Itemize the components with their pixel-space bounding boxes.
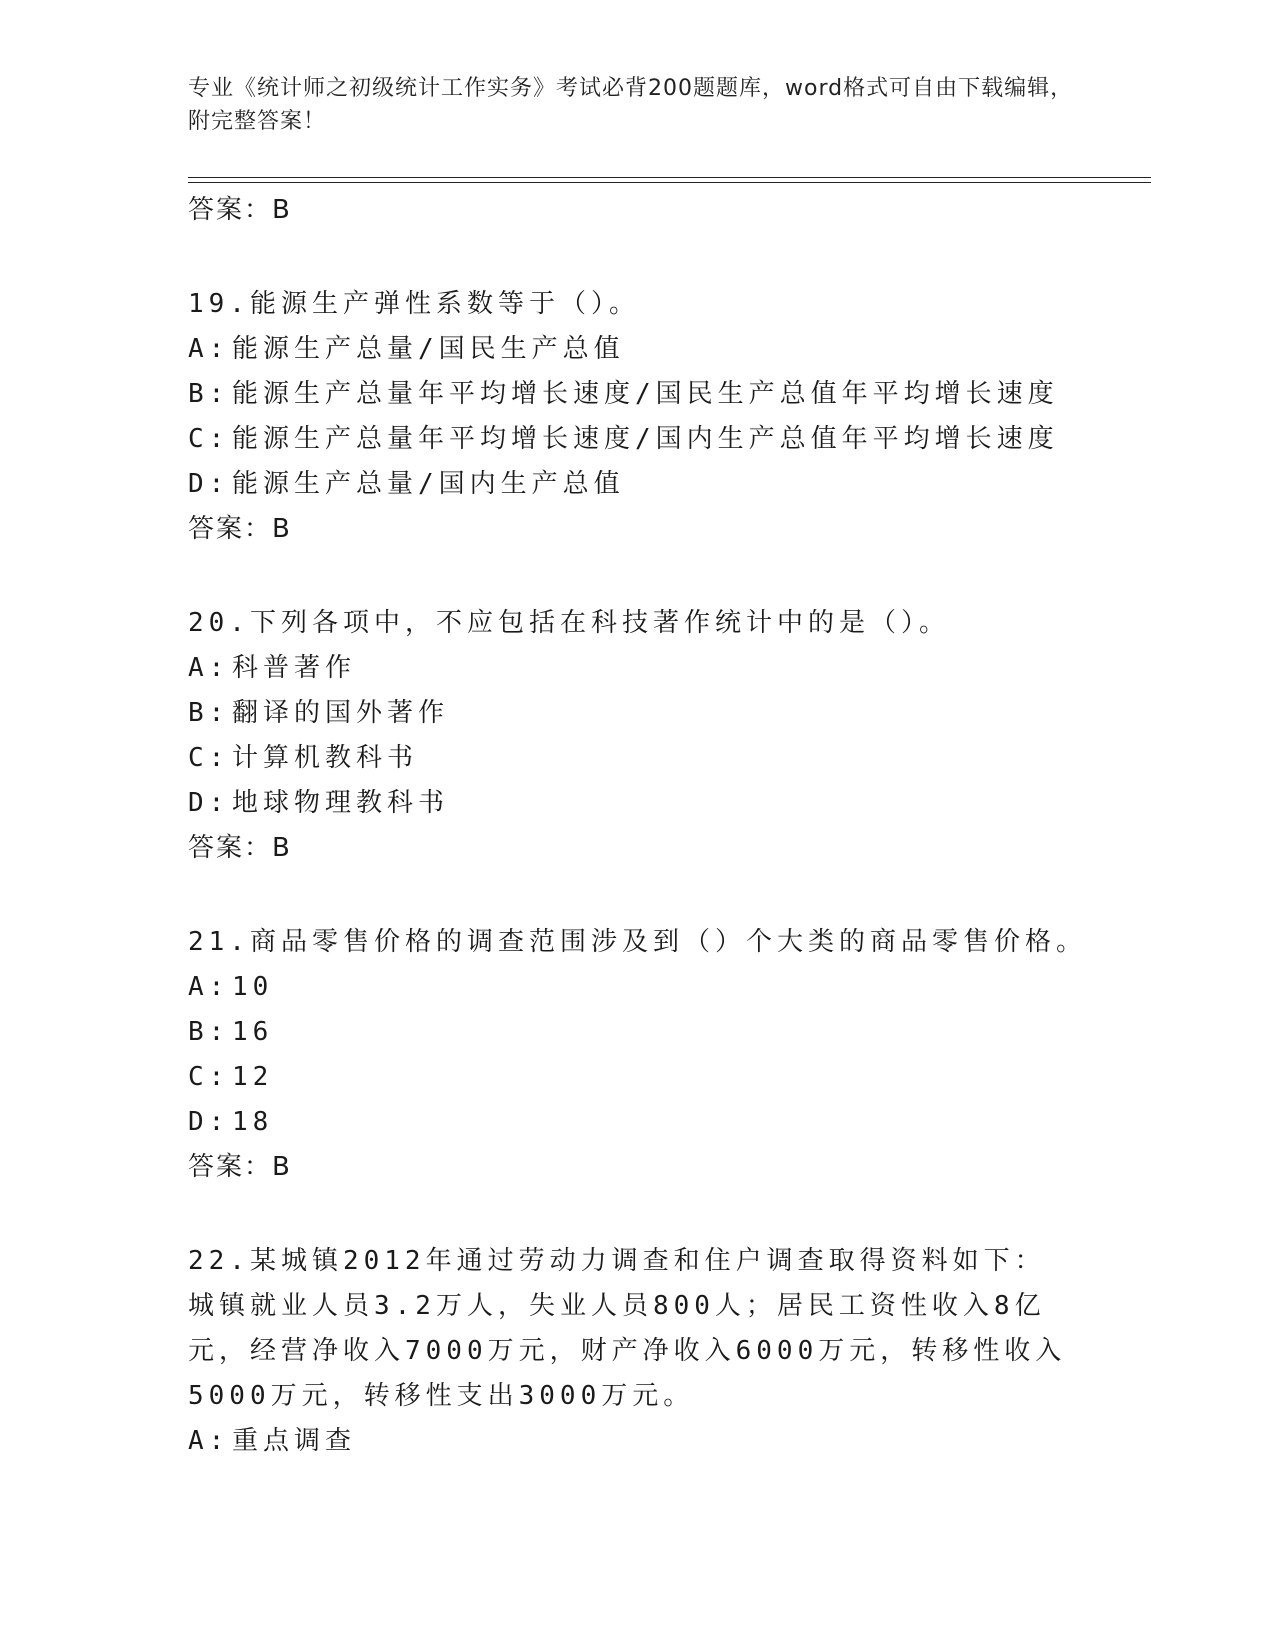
option-text: 10 <box>232 972 274 1002</box>
spacer <box>188 870 1088 920</box>
answer-line: 答案：B <box>188 514 292 544</box>
question-stem: 20.下列各项中，不应包括在科技著作统计中的是（）。 <box>188 608 950 638</box>
document-header: 专业《统计师之初级统计工作实务》考试必背200题题库，word格式可自由下载编辑，附完整答案！ <box>188 76 1074 134</box>
option-text: 重点调查 <box>232 1426 357 1456</box>
option-c <box>188 736 1088 781</box>
header-divider-bottom <box>188 182 1151 183</box>
spacer <box>188 551 1088 601</box>
option-c <box>188 1055 1088 1100</box>
option-text: 16 <box>232 1017 274 1047</box>
option-text: 计算机教科书 <box>232 743 419 773</box>
option-text: 能源生产总量/国内生产总值 <box>232 469 625 499</box>
question-block <box>188 282 1088 551</box>
option-letter: A: <box>188 653 230 683</box>
spacer <box>188 1189 1088 1239</box>
question-stem: 21.商品零售价格的调查范围涉及到（）个大类的商品零售价格。 <box>188 927 1087 957</box>
answer-line: 答案：B <box>188 1152 292 1182</box>
question-block <box>188 1239 1088 1464</box>
option-a <box>188 327 1088 372</box>
option-a <box>188 1419 1088 1464</box>
header-divider-top <box>188 177 1151 178</box>
option-b <box>188 691 1088 736</box>
option-text: 能源生产总量年平均增长速度/国民生产总值年平均增长速度 <box>232 379 1059 409</box>
option-text: 能源生产总量年平均增长速度/国内生产总值年平均增长速度 <box>232 424 1059 454</box>
question-block <box>188 920 1088 1189</box>
option-letter: A: <box>188 972 230 1002</box>
option-letter: D: <box>188 1107 230 1137</box>
option-text: 18 <box>232 1107 274 1137</box>
option-b <box>188 1010 1088 1055</box>
option-letter: B: <box>188 379 230 409</box>
option-b <box>188 372 1088 417</box>
option-text: 地球物理教科书 <box>232 788 450 818</box>
option-letter: B: <box>188 1017 230 1047</box>
question-stem: 19.能源生产弹性系数等于（）。 <box>188 289 640 319</box>
option-d <box>188 462 1088 507</box>
option-d <box>188 1100 1088 1145</box>
option-a <box>188 965 1088 1010</box>
spacer <box>188 232 1088 282</box>
question-stem: 22.某城镇2012年通过劳动力调查和住户调查取得资料如下：城镇就业人员3.2万人，失业人员800人；居民工资性收入8亿元，经营净收入7000万元，财产净收入6000万元，转移性收入5000万元，转移性支出3000万元。 <box>188 1246 1067 1411</box>
document-body <box>188 188 1088 1464</box>
option-letter: B: <box>188 698 230 728</box>
question-block <box>188 601 1088 870</box>
option-a <box>188 646 1088 691</box>
option-text: 翻译的国外著作 <box>232 698 450 728</box>
option-text: 科普著作 <box>232 653 357 683</box>
option-letter: A: <box>188 334 230 364</box>
option-text: 能源生产总量/国民生产总值 <box>232 334 625 364</box>
answer-line: 答案：B <box>188 195 292 225</box>
option-letter: D: <box>188 788 230 818</box>
option-text: 12 <box>232 1062 274 1092</box>
option-d <box>188 781 1088 826</box>
option-letter: D: <box>188 469 230 499</box>
answer-line: 答案：B <box>188 833 292 863</box>
option-letter: C: <box>188 1062 230 1092</box>
option-letter: A: <box>188 1426 230 1456</box>
option-letter: C: <box>188 424 230 454</box>
option-letter: C: <box>188 743 230 773</box>
option-c <box>188 417 1088 462</box>
